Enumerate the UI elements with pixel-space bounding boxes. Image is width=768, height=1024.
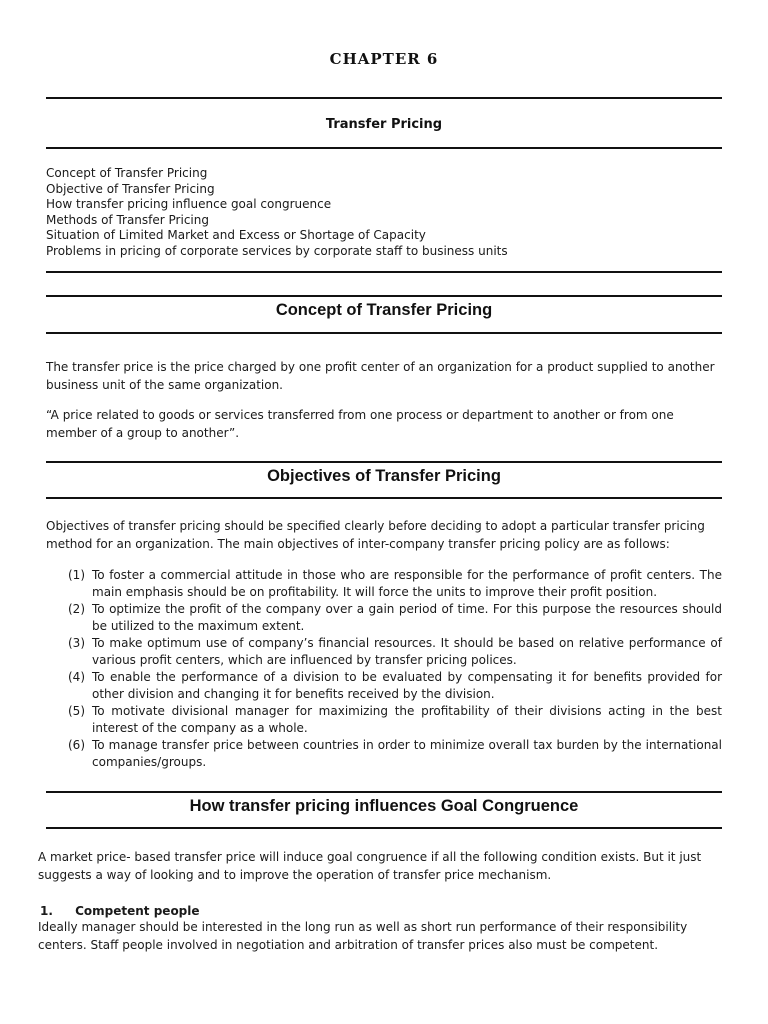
toc-item: Situation of Limited Market and Excess or Shortage of Capacity xyxy=(46,228,426,243)
list-item xyxy=(68,669,722,703)
list-item-text: To manage transfer price between countries in order to minimize overall tax burden by the international companies/groups. xyxy=(92,738,722,769)
list-item-text: To optimize the profit of the company over a gain period of time. For this purpose the resources should be utilized to the maximum extent. xyxy=(92,602,722,633)
divider xyxy=(46,461,722,463)
list-item-number: (2) xyxy=(68,602,85,616)
list-item xyxy=(68,737,722,771)
goal-intro: A market price- based transfer price will induce goal congruence if all the following condition exists. But it just suggests a way of looking and to improve the operation of transfer price mechanism. xyxy=(38,850,702,882)
list-item xyxy=(68,703,722,737)
list-item-number: (4) xyxy=(68,670,85,684)
toc-item: Concept of Transfer Pricing xyxy=(46,166,208,180)
divider xyxy=(46,791,722,793)
divider xyxy=(46,147,722,149)
table-of-contents xyxy=(46,166,726,260)
concept-quote: “A price related to goods or services transferred from one process or department to another or from one member of a group to another”. xyxy=(46,408,674,440)
toc-item: Methods of Transfer Pricing xyxy=(46,212,209,227)
list-item xyxy=(68,601,722,635)
divider xyxy=(46,332,722,334)
list-item-text: To enable the performance of a division to be evaluated by compensating it for benefits provided for other division and changing it for benefits received by the division. xyxy=(92,670,722,701)
toc-item: Objective of Transfer Pricing xyxy=(46,181,215,196)
divider xyxy=(46,497,722,499)
divider xyxy=(46,97,722,99)
section-heading-objectives: Objectives of Transfer Pricing xyxy=(267,467,501,485)
section-heading-concept: Concept of Transfer Pricing xyxy=(275,301,493,319)
subsection-heading xyxy=(40,900,720,919)
divider xyxy=(46,827,722,829)
chapter-title: CHAPTER 6 xyxy=(329,50,439,68)
subsection-title: Competent people xyxy=(75,904,200,918)
list-item-text: To make optimum use of company’s financial resources. It should be based on relative performance of various profit centers, which are influenced by transfer pricing polices. xyxy=(92,636,722,667)
objectives-intro: Objectives of transfer pricing should be specified clearly before deciding to adopt a particular transfer pricing method for an organization. The main objectives of inter-company transfer pricing policy are as follows: xyxy=(46,519,705,551)
objectives-list xyxy=(68,567,722,771)
list-item-text: To foster a commercial attitude in those who are responsible for the performance of profit centers. The main emphasis should be on profitability. It will force the units to improve their profit position. xyxy=(92,568,722,599)
list-item xyxy=(68,635,722,669)
toc-item: Problems in pricing of corporate services by corporate staff to business units xyxy=(46,243,508,258)
subsection-text: Ideally manager should be interested in the long run as well as short run performance of their responsibility centers. Staff people involved in negotiation and arbitration of transfer prices also must be competent. xyxy=(38,920,688,952)
divider xyxy=(46,271,722,273)
divider xyxy=(46,295,722,297)
list-item-number: (3) xyxy=(68,636,85,650)
list-item-number: (5) xyxy=(68,704,85,718)
list-item-number: (1) xyxy=(68,568,85,582)
concept-paragraph: The transfer price is the price charged by one profit center of an organization for a product supplied to another business unit of the same organization. xyxy=(46,360,715,392)
list-item-text: To motivate divisional manager for maximizing the profitability of their divisions acting in the best interest of the company as a whole. xyxy=(92,704,722,735)
toc-item: How transfer pricing influence goal congruence xyxy=(46,197,332,212)
list-item xyxy=(68,567,722,601)
document-subtitle: Transfer Pricing xyxy=(325,117,443,132)
list-item-number: (6) xyxy=(68,738,85,752)
subsection-number: 1. xyxy=(40,904,53,918)
section-heading-goal-congruence: How transfer pricing influences Goal Congruence xyxy=(189,797,579,815)
